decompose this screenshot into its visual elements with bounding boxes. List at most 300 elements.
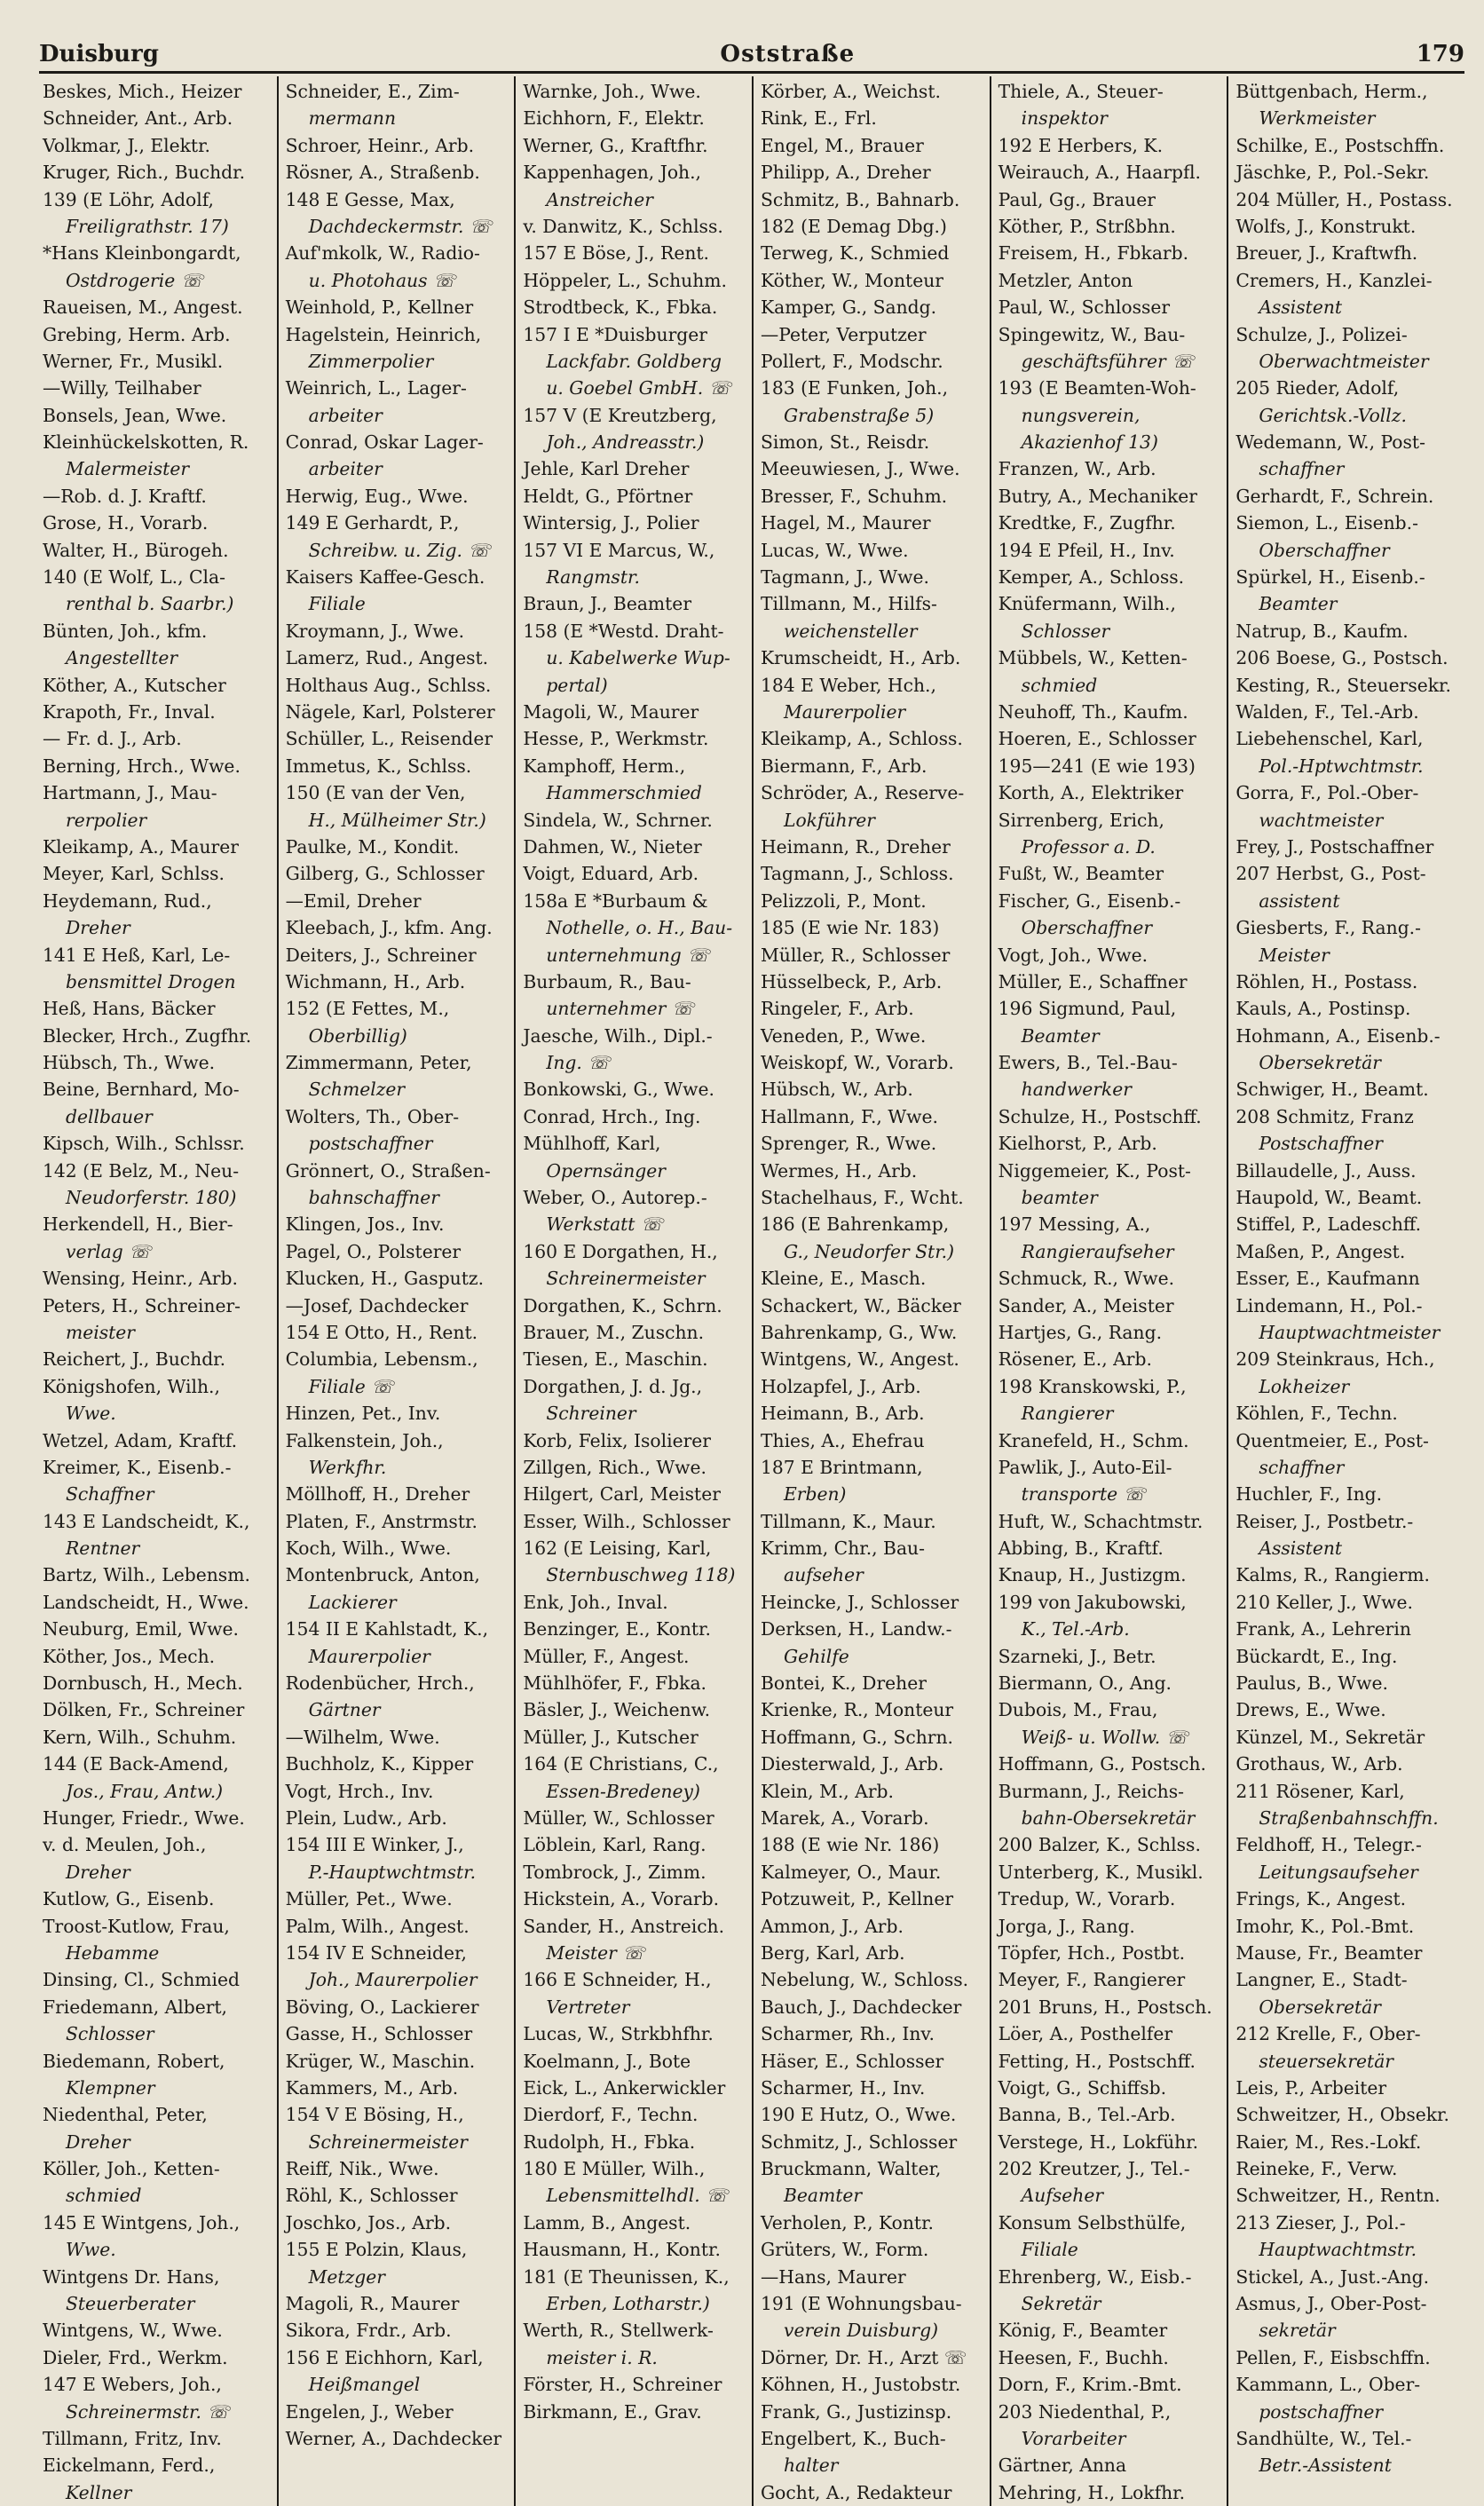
directory-entry-line: u. Photohaus ☏: [308, 269, 456, 291]
directory-entry-line: Müller, F., Angest.: [523, 1645, 690, 1667]
directory-entry-line: Nebelung, W., Schloss.: [760, 1969, 969, 1991]
directory-entry-line: Hammerschmied: [546, 782, 702, 804]
directory-entry-line: Koelmann, J., Bote: [523, 2050, 691, 2072]
directory-entry-line: Straßenbahnschffn.: [1259, 1807, 1439, 1829]
directory-entry-line: 190 E Hutz, O., Wwe.: [760, 2104, 957, 2126]
directory-entry-line: Fischer, G., Eisenb.-: [998, 889, 1181, 912]
directory-entry-line: 154 V E Bösing, H.,: [285, 2104, 464, 2126]
directory-entry-line: Häser, E., Schlosser: [760, 2050, 944, 2072]
directory-entry-line: Möllhoff, H., Dreher: [285, 1483, 470, 1506]
directory-entry-line: Blecker, Hrch., Zugfhr.: [43, 1024, 252, 1047]
directory-entry-line: Mause, Fr., Beamter: [1235, 1941, 1423, 1964]
directory-entry-line: 209 Steinkraus, Hch.,: [1235, 1348, 1435, 1371]
directory-entry-line: Sirrenberg, Erich,: [998, 809, 1164, 831]
directory-entry-line: Cremers, H., Kanzlei-: [1235, 269, 1433, 291]
directory-entry-line: 149 E Gerhardt, P.,: [285, 512, 460, 534]
directory-entry-line: Hesse, P., Werkmstr.: [523, 728, 709, 750]
directory-entry-line: Kern, Wilh., Schuhm.: [43, 1726, 237, 1748]
directory-entry-line: Rangieraufseher: [1021, 1240, 1174, 1262]
directory-entry-line: Spingewitz, W., Bau-: [998, 323, 1186, 345]
directory-entry-line: Wintgens, W., Angest.: [760, 1348, 959, 1371]
directory-entry-line: Sprenger, R., Wwe.: [760, 1133, 937, 1155]
directory-entry-line: v. d. Meulen, Joh.,: [43, 1834, 207, 1856]
directory-entry-line: halter: [783, 2455, 839, 2477]
directory-entry-line: Dölken, Fr., Schreiner: [43, 1699, 245, 1721]
directory-entry-line: Werkfhr.: [308, 1456, 387, 1478]
directory-entry-line: Schmelzer: [308, 1079, 406, 1101]
directory-entry-line: Tillmann, Fritz, Inv.: [43, 2427, 222, 2449]
directory-entry-line: Kutlow, G., Eisenb.: [43, 1888, 215, 1910]
directory-entry-line: Columbia, Lebensm.,: [285, 1348, 478, 1371]
directory-entry-line: Eick, L., Ankerwickler: [523, 2076, 726, 2099]
directory-entry-line: Palm, Wilh., Angest.: [285, 1915, 470, 1937]
directory-entry-line: Schroer, Heinr., Arb.: [285, 134, 475, 156]
directory-entry-line: Knüfermann, Wilh.,: [998, 593, 1176, 615]
directory-entry-line: Aufseher: [1021, 2185, 1104, 2207]
directory-entry-line: —Josef, Dachdecker: [285, 1294, 469, 1316]
directory-entry-line: Metzler, Anton: [998, 269, 1133, 291]
directory-entry-line: Konsum Selbsthülfe,: [998, 2211, 1187, 2233]
directory-entry-line: Köther, P., Strßbhn.: [998, 215, 1176, 237]
directory-entry-line: Freiligrathstr. 17): [66, 215, 229, 237]
directory-entry-line: Ewers, B., Tel.-Bau-: [998, 1052, 1178, 1074]
directory-entry-line: Paul, W., Schlosser: [998, 296, 1171, 319]
directory-entry-line: Maurerpolier: [783, 700, 906, 723]
directory-entry-line: Werth, R., Stellwerk-: [523, 2320, 714, 2342]
directory-entry-line: Bünten, Joh., kfm.: [43, 620, 208, 642]
directory-entry-line: 202 Kreutzer, J., Tel.-: [998, 2158, 1190, 2180]
directory-entry-line: Wintgens Dr. Hans,: [43, 2265, 220, 2288]
directory-entry-line: Grothaus, W., Arb.: [1235, 1753, 1403, 1775]
directory-entry-line: Beamter: [783, 2185, 863, 2207]
directory-entry-line: Simon, St., Reisdr.: [760, 431, 930, 454]
directory-entry-line: Gehilfe: [783, 1645, 849, 1667]
directory-entry-line: 197 Messing, A.,: [998, 1213, 1151, 1236]
directory-entry-line: 187 E Brintmann,: [760, 1456, 923, 1478]
directory-entry-line: Schmuck, R., Wwe.: [998, 1268, 1175, 1290]
directory-entry-line: Holthaus Aug., Schlss.: [285, 674, 492, 696]
directory-entry-line: Schweitzer, H., Rentn.: [1235, 2185, 1441, 2207]
directory-entry-line: Pagel, O., Polsterer: [285, 1240, 462, 1262]
directory-entry-line: 208 Schmitz, Franz: [1235, 1105, 1414, 1127]
directory-entry-line: Hausmann, H., Kontr.: [523, 2239, 721, 2261]
directory-entry-line: Kamper, G., Sandg.: [760, 296, 937, 319]
directory-entry-line: 143 E Landscheidt, K.,: [43, 1510, 250, 1532]
directory-entry-line: Sikora, Frdr., Arb.: [285, 2320, 452, 2342]
directory-entry-line: 142 (E Belz, M., Neu-: [43, 1159, 240, 1182]
directory-entry-line: Schneider, E., Zim-: [285, 81, 460, 102]
directory-entry-line: Auf'mkolk, W., Radio-: [285, 242, 480, 265]
directory-entry-line: Huchler, F., Ing.: [1235, 1483, 1383, 1506]
directory-entry-line: Drews, E., Wwe.: [1235, 1699, 1386, 1721]
directory-entry-line: verein Duisburg): [783, 2320, 938, 2342]
directory-entry-line: Ammon, J., Arb.: [760, 1915, 904, 1937]
directory-entry-line: Dreher: [66, 2130, 130, 2153]
directory-entry-line: Hübsch, Th., Wwe.: [43, 1052, 216, 1074]
directory-entry-line: 213 Zieser, J., Pol.-: [1235, 2211, 1406, 2233]
directory-entry-line: Krapoth, Fr., Inval.: [43, 700, 216, 723]
directory-entry-line: Wolters, Th., Ober-: [285, 1105, 460, 1127]
directory-entry-line: 204 Müller, H., Postass.: [1235, 188, 1453, 210]
directory-entry-line: Engelbert, K., Buch-: [760, 2427, 946, 2449]
directory-entry-line: assistent: [1259, 889, 1340, 912]
directory-entry-line: Kesting, R., Steuersekr.: [1235, 674, 1451, 696]
directory-entry-line: Kruger, Rich., Buchdr.: [43, 162, 246, 184]
directory-entry-line: 191 (E Wohnungsbau-: [760, 2293, 962, 2315]
directory-entry-line: Bauch, J., Dachdecker: [760, 1996, 962, 2018]
directory-entry-line: Müller, J., Kutscher: [523, 1726, 699, 1748]
directory-entry-line: Schröder, A., Reserve-: [760, 782, 965, 804]
directory-entry-line: Dorgathen, J. d. Jg.,: [523, 1375, 703, 1397]
directory-entry-line: Lucas, W., Strkbhfhr.: [523, 2023, 714, 2045]
directory-entry-line: 207 Herbst, G., Post-: [1235, 863, 1426, 885]
directory-entry-line: Jäschke, P., Pol.-Sekr.: [1235, 162, 1430, 184]
directory-entry-line: Gasse, H., Schlosser: [285, 2023, 473, 2045]
directory-entry-line: Frings, K., Angest.: [1235, 1888, 1407, 1910]
directory-entry-line: Verstege, H., Lokführ.: [998, 2130, 1199, 2153]
directory-entry-line: Klein, M., Arb.: [760, 1780, 894, 1802]
directory-entry-line: Feldhoff, H., Telegr.-: [1235, 1834, 1422, 1856]
directory-entry-line: Köhnen, H., Justobstr.: [760, 2374, 961, 2396]
directory-entry-line: Szarneki, J., Betr.: [998, 1645, 1156, 1667]
directory-entry-line: Erben, Lotharstr.): [546, 2293, 710, 2315]
column-4: [752, 76, 990, 2506]
directory-entry-line: Steuerberater: [66, 2293, 195, 2315]
directory-entry-line: Fußt, W., Beamter: [998, 863, 1164, 885]
directory-entry-line: sekretär: [1259, 2320, 1336, 2342]
directory-entry-line: Meyer, F., Rangierer: [998, 1969, 1186, 1991]
directory-entry-line: Strodtbeck, K., Fbka.: [523, 296, 718, 319]
directory-entry-line: dellbauer: [66, 1105, 153, 1127]
directory-entry-line: Dubois, M., Frau,: [998, 1699, 1158, 1721]
directory-entry-line: Spürkel, H., Eisenb.-: [1235, 566, 1425, 589]
directory-entry-line: Vogt, Hrch., Inv.: [285, 1780, 434, 1802]
directory-entry-line: Plein, Ludw., Arb.: [285, 1807, 447, 1829]
directory-entry-line: 206 Boese, G., Postsch.: [1235, 647, 1448, 669]
directory-entry-line: Hüsselbeck, P., Arb.: [760, 970, 943, 992]
directory-entry-line: Tredup, W., Vorarb.: [998, 1888, 1176, 1910]
directory-entry-line: meister: [66, 1321, 135, 1343]
directory-entry-line: Stachelhaus, F., Wcht.: [760, 1187, 964, 1209]
directory-entry-line: schmied: [66, 2185, 142, 2207]
directory-entry-line: 162 (E Leising, Karl,: [523, 1538, 712, 1560]
directory-entry-line: Heß, Hans, Bäcker: [43, 998, 216, 1020]
directory-entry-line: Dorgathen, K., Schrn.: [523, 1294, 722, 1316]
directory-entry-line: Köller, Joh., Ketten-: [43, 2158, 220, 2180]
directory-entry-line: Werkmeister: [1259, 107, 1376, 130]
directory-entry-line: Herkendell, H., Bier-: [43, 1213, 233, 1236]
directory-entry-line: 154 II E Kahlstadt, K.,: [285, 1618, 489, 1640]
directory-entry-line: 157 VI E Marcus, W.,: [523, 539, 715, 561]
directory-entry-line: Leis, P., Arbeiter: [1235, 2076, 1387, 2099]
directory-entry-line: Werkstatt ☏: [546, 1213, 664, 1236]
directory-entry-line: Enk, Joh., Inval.: [523, 1591, 668, 1613]
directory-entry-line: Heesen, F., Buchh.: [998, 2346, 1169, 2368]
directory-entry-line: Holzapfel, J., Arb.: [760, 1375, 921, 1397]
directory-entry-line: K., Tel.-Arb.: [1021, 1618, 1130, 1640]
directory-entry-line: 140 (E Wolf, L., Cla-: [43, 566, 225, 589]
directory-entry-line: Meister: [1259, 944, 1330, 966]
directory-entry-line: Falkenstein, Joh.,: [285, 1429, 444, 1451]
directory-entry-line: 139 (E Löhr, Adolf,: [43, 188, 214, 210]
directory-entry-line: König, F., Beamter: [998, 2320, 1168, 2342]
directory-entry-line: Löblein, Karl, Rang.: [523, 1834, 706, 1856]
directory-entry-line: Weiskopf, W., Vorarb.: [760, 1052, 954, 1074]
directory-entry-line: Walter, H., Bürogeh.: [43, 539, 229, 561]
directory-entry-line: Kaisers Kaffee-Gesch.: [285, 566, 485, 589]
directory-entry-line: Lebensmittelhdl. ☏: [546, 2185, 729, 2207]
directory-entry-line: Kemper, A., Schloss.: [998, 566, 1185, 589]
directory-entry-line: verlag ☏: [66, 1240, 152, 1262]
directory-entry-line: bensmittel Drogen: [66, 970, 236, 992]
directory-entry-line: Terweg, K., Schmied: [760, 242, 950, 265]
directory-entry-line: Schüller, L., Reisender: [285, 728, 493, 750]
directory-entry-line: Heincke, J., Schlosser: [760, 1591, 959, 1613]
directory-entry-line: Hohmann, A., Eisenb.-: [1235, 1024, 1441, 1047]
directory-entry-line: Schackert, W., Bäcker: [760, 1294, 961, 1316]
page-number: 179: [1416, 41, 1464, 67]
directory-entry-line: Bückardt, E., Ing.: [1235, 1645, 1398, 1667]
directory-entry-line: Peters, H., Schreiner-: [43, 1294, 241, 1316]
directory-entry-line: Deiters, J., Schreiner: [285, 944, 477, 966]
directory-entry-line: Sternbuschweg 118): [546, 1564, 736, 1586]
column-1: [39, 76, 277, 2506]
directory-entry-line: Dieler, Frd., Werkm.: [43, 2346, 228, 2368]
directory-entry-line: Köther, Jos., Mech.: [43, 1645, 216, 1667]
directory-entry-line: Betr.-Assistent: [1259, 2455, 1392, 2477]
directory-entry-line: Grose, H., Vorarb.: [43, 512, 209, 534]
directory-entry-line: Pollert, F., Modschr.: [760, 350, 943, 372]
directory-entry-line: meister i. R.: [546, 2346, 658, 2368]
directory-entry-line: Reiser, J., Postbetr.-: [1235, 1510, 1414, 1532]
directory-entry-line: Nothelle, o. H., Bau-: [546, 917, 733, 939]
directory-entry-line: Ostdrogerie ☏: [66, 269, 204, 291]
directory-entry-line: Grönnert, O., Straßen-: [285, 1159, 491, 1182]
directory-entry-line: 148 E Gesse, Max,: [285, 188, 455, 210]
directory-entry-line: Rentner: [66, 1538, 140, 1560]
directory-entry-line: Wwe.: [66, 1403, 116, 1425]
directory-entry-line: Kammann, L., Ober-: [1235, 2374, 1421, 2396]
directory-entry-line: Kleikamp, A., Maurer: [43, 835, 239, 858]
directory-entry-line: Hallmann, F., Wwe.: [760, 1105, 938, 1127]
directory-entry-line: Mühlhoff, Karl,: [523, 1133, 661, 1155]
directory-entry-line: Schreiner: [546, 1403, 636, 1425]
directory-entry-line: Burmann, J., Reichs-: [998, 1780, 1184, 1802]
directory-entry-line: Kammers, M., Arb.: [285, 2076, 459, 2099]
directory-entry-line: Jos., Frau, Antw.): [66, 1780, 224, 1802]
directory-entry-line: Raueisen, M., Angest.: [43, 296, 243, 319]
directory-entry-line: Dinsing, Cl., Schmied: [43, 1969, 241, 1991]
directory-entry-line: Mühlhöfer, F., Fbka.: [523, 1672, 706, 1695]
directory-entry-line: —Hans, Maurer: [760, 2265, 906, 2288]
directory-entry-line: Schilke, E., Postschffn.: [1235, 134, 1445, 156]
directory-entry-line: Kappenhagen, Joh.,: [523, 162, 701, 184]
directory-entry-line: Pellen, F., Eisbschffn.: [1235, 2346, 1431, 2368]
directory-entry-line: Volkmar, J., Elektr.: [43, 134, 210, 156]
directory-entry-line: Liebehenschel, Karl,: [1235, 728, 1424, 750]
directory-entry-line: Warnke, Joh., Wwe.: [523, 81, 701, 102]
directory-entry-line: Huft, W., Schachtmstr.: [998, 1510, 1204, 1532]
directory-entry-line: Beine, Bernhard, Mo-: [43, 1079, 240, 1101]
directory-entry-line: Stickel, A., Just.-Ang.: [1235, 2265, 1430, 2288]
directory-entry-line: Engelen, J., Weber: [285, 2400, 454, 2423]
directory-entry-line: Gerichtsk.-Vollz.: [1259, 404, 1407, 426]
directory-entry-line: bahnschaffner: [308, 1187, 439, 1209]
directory-entry-line: Löer, A., Posthelfer: [998, 2023, 1173, 2045]
directory-entry-line: Metzger: [308, 2265, 385, 2288]
directory-entry-line: Ing. ☏: [546, 1052, 611, 1074]
directory-entry-line: Angestellter: [66, 647, 178, 669]
directory-entry-line: Paulus, B., Wwe.: [1235, 1672, 1388, 1695]
directory-entry-line: 181 (E Theunissen, K.,: [523, 2265, 730, 2288]
directory-entry-line: 200 Balzer, K., Schlss.: [998, 1834, 1201, 1856]
directory-entry-line: 196 Sigmund, Paul,: [998, 998, 1177, 1020]
directory-entry-line: Klucken, H., Gasputz.: [285, 1268, 485, 1290]
directory-entry-line: Müller, E., Schaffner: [998, 970, 1188, 992]
directory-entry-line: Akazienhof 13): [1021, 431, 1158, 454]
directory-entry-line: Platen, F., Anstrmstr.: [285, 1510, 478, 1532]
directory-entry-line: Böving, O., Lackierer: [285, 1996, 479, 2018]
directory-entry-line: Lindemann, H., Pol.-: [1235, 1294, 1423, 1316]
directory-entry-line: —Willy, Teilhaber: [43, 377, 201, 399]
directory-entry-line: *Hans Kleinbongardt,: [43, 242, 241, 265]
directory-entry-line: Assistent: [1259, 296, 1343, 319]
directory-entry-line: rerpolier: [66, 809, 147, 831]
directory-entry-line: Scharmer, Rh., Inv.: [760, 2023, 935, 2045]
directory-entry-line: Schulze, H., Postschff.: [998, 1105, 1202, 1127]
directory-entry-line: Immetus, K., Schlss.: [285, 755, 472, 777]
directory-entry-line: Eichhorn, F., Elektr.: [523, 107, 705, 130]
directory-entry-line: 160 E Dorgathen, H.,: [523, 1240, 718, 1262]
directory-entry-line: Magoli, W., Maurer: [523, 700, 699, 723]
directory-entry-line: Lackfabr. Goldberg: [546, 350, 722, 372]
directory-entry-line: 199 von Jakubowski,: [998, 1591, 1187, 1613]
directory-entry-line: Benzinger, E., Kontr.: [523, 1618, 711, 1640]
directory-entry-line: Professor a. D.: [1021, 835, 1156, 858]
directory-entry-line: geschäftsführer ☏: [1021, 350, 1195, 372]
directory-entry-line: Hoffmann, G., Postsch.: [998, 1753, 1206, 1775]
directory-entry-line: Montenbruck, Anton,: [285, 1564, 480, 1586]
directory-entry-line: — Fr. d. J., Arb.: [43, 728, 182, 750]
directory-entry-line: Grebing, Herm. Arb.: [43, 323, 231, 345]
directory-entry-line: Marek, A., Vorarb.: [760, 1807, 929, 1829]
directory-entry-line: Haupold, W., Beamt.: [1235, 1187, 1423, 1209]
directory-entry-line: Kellner: [66, 2481, 132, 2503]
directory-entry-line: Vogt, Joh., Wwe.: [998, 944, 1149, 966]
directory-entry-line: Reiff, Nik., Wwe.: [285, 2158, 439, 2180]
directory-entry-line: Beskes, Mich., Heizer: [43, 81, 242, 102]
directory-entry-line: inspektor: [1021, 107, 1108, 130]
directory-entry-line: —Wilhelm, Wwe.: [285, 1726, 440, 1748]
directory-entry-line: Billaudelle, J., Auss.: [1235, 1159, 1417, 1182]
directory-entry-line: Rösener, E., Arb.: [998, 1348, 1152, 1371]
directory-entry-line: Thies, A., Ehefrau: [760, 1429, 925, 1451]
directory-entry-line: Müller, Pet., Wwe.: [285, 1888, 453, 1910]
directory-entry-line: 157 V (E Kreutzberg,: [523, 404, 717, 426]
directory-entry-line: Breuer, J., Kraftwfh.: [1235, 242, 1418, 265]
directory-entry-line: Bahrenkamp, G., Ww.: [760, 1321, 958, 1343]
directory-entry-line: Filiale: [308, 593, 366, 615]
directory-entry-line: Hebamme: [66, 1941, 160, 1964]
directory-entry-line: Pelizzoli, P., Mont.: [760, 889, 927, 912]
directory-entry-line: Röhlen, H., Postass.: [1235, 970, 1418, 992]
directory-entry-line: Köther, W., Monteur: [760, 269, 943, 291]
directory-entry-line: 152 (E Fettes, M.,: [285, 998, 450, 1020]
directory-entry-line: Abbing, B., Kraftf.: [998, 1538, 1164, 1560]
directory-entry-line: Sindela, W., Schrner.: [523, 809, 713, 831]
directory-entry-line: Röhl, K., Schlosser: [285, 2185, 458, 2207]
directory-entry-line: Wensing, Heinr., Arb.: [43, 1268, 238, 1290]
directory-entry-line: Oberbillig): [308, 1024, 407, 1047]
directory-entry-line: Sander, H., Anstreich.: [523, 1915, 725, 1937]
directory-entry-line: Künzel, M., Sekretär: [1235, 1726, 1425, 1748]
directory-entry-line: Vorarbeiter: [1021, 2427, 1126, 2449]
directory-entry-line: Dahmen, W., Nieter: [523, 835, 702, 858]
directory-entry-line: 158a E *Burbaum &: [523, 889, 708, 912]
directory-entry-line: Tillmann, M., Hilfs-: [760, 593, 937, 615]
directory-entry-line: Bontei, K., Dreher: [760, 1672, 927, 1695]
directory-entry-line: Gärtner, Anna: [998, 2455, 1127, 2477]
directory-entry-line: Berg, Karl, Arb.: [760, 1941, 905, 1964]
directory-entry-line: Hartmann, J., Mau-: [43, 782, 217, 804]
directory-entry-line: Paulke, M., Kondit.: [285, 835, 460, 858]
directory-entry-line: Sekretär: [1021, 2293, 1101, 2315]
directory-entry-line: Thiele, A., Steuer-: [998, 81, 1164, 102]
directory-entry-line: aufseher: [783, 1564, 864, 1586]
column-2: [277, 76, 515, 2506]
directory-entry-line: 203 Niedenthal, P.,: [998, 2400, 1172, 2423]
directory-entry-line: Zimmermann, Peter,: [285, 1052, 472, 1074]
directory-entry-line: Krüger, W., Maschin.: [285, 2050, 476, 2072]
directory-entry-line: steuersekretär: [1259, 2050, 1393, 2072]
directory-entry-line: Imohr, K., Pol.-Bmt.: [1235, 1915, 1415, 1937]
directory-entry-line: Krumscheidt, H., Arb.: [760, 647, 961, 669]
directory-entry-line: Berning, Hrch., Wwe.: [43, 755, 241, 777]
directory-entry-line: Tiesen, E., Maschin.: [523, 1348, 708, 1371]
directory-entry-line: nungsverein,: [1021, 404, 1141, 426]
directory-entry-line: mermann: [308, 107, 397, 130]
directory-entry-line: Potzuweit, P., Kellner: [760, 1888, 954, 1910]
directory-entry-line: Rodenbücher, Hrch.,: [285, 1672, 475, 1695]
directory-entry-line: 183 (E Funken, Joh.,: [760, 377, 949, 399]
directory-entry-line: Asmus, J., Ober-Post-: [1235, 2293, 1427, 2315]
directory-entry-line: Bäsler, J., Weichenw.: [523, 1699, 711, 1721]
directory-entry-line: postschaffner: [1259, 2400, 1384, 2423]
directory-entry-line: Köther, A., Kutscher: [43, 674, 226, 696]
directory-entry-line: Heydemann, Rud.,: [43, 889, 212, 912]
directory-entry-line: Heißmangel: [308, 2374, 421, 2396]
directory-entry-line: Rangierer: [1021, 1403, 1114, 1425]
directory-entry-line: Neudorferstr. 180): [66, 1187, 237, 1209]
directory-entry-line: Gilberg, G., Schlosser: [285, 863, 485, 885]
directory-entry-line: G., Neudorfer Str.): [783, 1240, 955, 1262]
directory-entry-line: Neuhoff, Th., Kaufm.: [998, 700, 1188, 723]
columns: [39, 76, 1464, 2503]
directory-entry-line: Bruckmann, Walter,: [760, 2158, 942, 2180]
directory-entry-line: Beamter: [1259, 593, 1338, 615]
directory-entry-line: Königshofen, Wilh.,: [43, 1375, 220, 1397]
directory-entry-line: 192 E Herbers, K.: [998, 134, 1164, 156]
directory-entry-line: Wetzel, Adam, Kraftf.: [43, 1429, 238, 1451]
directory-entry-line: Grabenstraße 5): [783, 404, 935, 426]
directory-entry-line: Raier, M., Res.-Lokf.: [1235, 2130, 1422, 2153]
directory-entry-line: handwerker: [1021, 1079, 1132, 1101]
directory-entry-line: Schreibw. u. Zig. ☏: [308, 539, 491, 561]
directory-entry-line: schaffner: [1259, 1456, 1345, 1478]
directory-entry-line: Hickstein, A., Vorarb.: [523, 1888, 720, 1910]
directory-entry-line: 195—241 (E wie 193): [998, 755, 1196, 777]
directory-entry-line: 211 Rösener, Karl,: [1235, 1780, 1405, 1802]
